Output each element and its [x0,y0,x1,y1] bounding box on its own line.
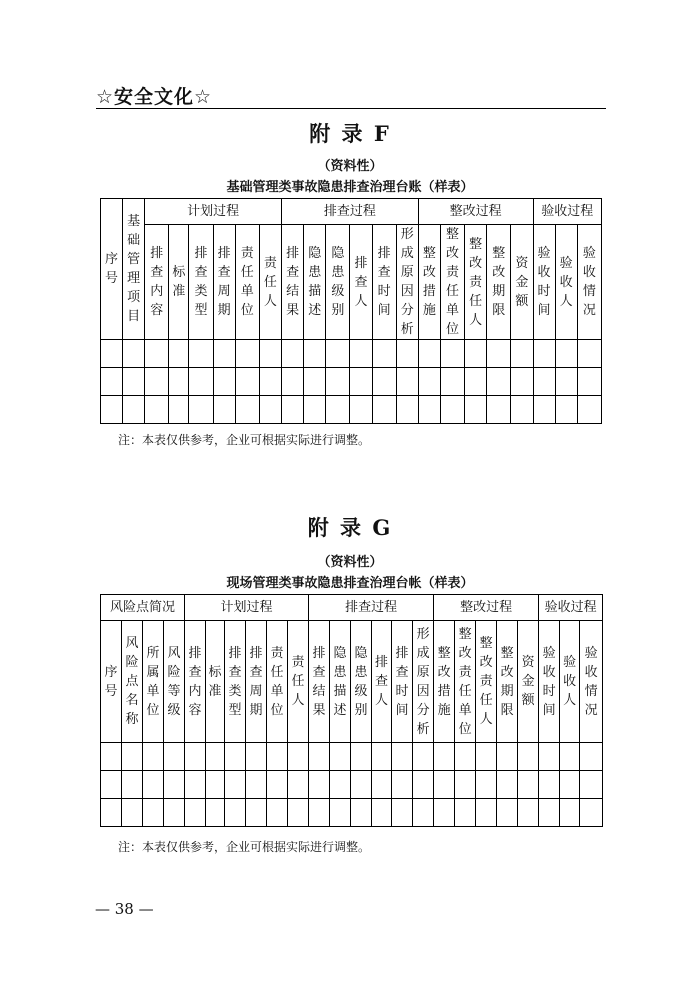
table-cell [555,368,577,396]
table-cell [235,368,259,396]
header-cell: 排查结果 [282,225,304,340]
table-cell [304,368,326,396]
header-cell: 标准 [169,225,189,340]
header-cell: 排查人 [350,225,372,340]
table-cell [282,368,304,396]
appendix-f-note: 注：本表仅供参考，企业可根据实际进行调整。 [118,433,371,447]
group-header: 整改过程 [418,199,533,225]
header-cell: 资金额 [518,621,539,743]
table-cell [206,743,225,771]
table-cell [213,396,235,424]
table-cell [372,743,392,771]
header-cell: 排查人 [372,621,392,743]
table-cell [577,340,601,368]
table-cell [143,771,164,799]
table-cell [123,368,145,396]
table-cell [101,396,123,424]
header-cell: 责任人 [259,225,281,340]
table-cell [145,396,169,424]
table-cell [396,368,418,396]
header-cell: 排查类型 [225,621,246,743]
table-cell [101,368,123,396]
table-cell [326,340,350,368]
table-cell [539,743,560,771]
table-cell [189,340,213,368]
header-cell: 验收人 [555,225,577,340]
table-cell [143,799,164,827]
table-cell [145,340,169,368]
table-cell [392,743,413,771]
appendix-g-subtitle: （资料性） [317,555,383,570]
table-cell [560,771,580,799]
table-cell [123,340,145,368]
header-cell: 排查结果 [309,621,330,743]
table-cell [455,799,476,827]
table-cell [267,771,288,799]
group-header: 计划过程 [185,595,309,621]
appendix-f-title: 附 录 F [309,121,391,146]
header-cell: 风险点名称 [122,621,143,743]
table-cell [533,368,555,396]
table-cell [560,799,580,827]
appendix-f-subtitle: （资料性） [317,159,383,174]
table-cell [465,340,487,368]
header-cell: 验收时间 [539,621,560,743]
header-title: ☆安全文化☆ [96,86,213,108]
header-cell: 形成原因分析 [413,621,434,743]
table-cell [580,771,603,799]
table-cell [476,743,497,771]
header-cell: 责任单位 [235,225,259,340]
table-cell [288,743,309,771]
header-cell: 责任人 [288,621,309,743]
table-cell [225,743,246,771]
table-cell [487,340,511,368]
table-cell [577,368,601,396]
table-cell [455,743,476,771]
header-cell: 整改责任单位 [455,621,476,743]
table-cell [351,799,372,827]
table-cell [326,368,350,396]
table-cell [206,771,225,799]
header-cell: 整改措施 [434,621,455,743]
table-cell [497,771,518,799]
header-cell: 风险等级 [164,621,185,743]
header-cell: 形成原因分析 [396,225,418,340]
table-cell [396,396,418,424]
table-cell [123,396,145,424]
appendix-g-note: 注：本表仅供参考，企业可根据实际进行调整。 [118,840,371,854]
group-header: 排查过程 [309,595,434,621]
header-cell: 基础管理项目 [123,199,145,340]
table-cell [372,396,396,424]
header-cell: 排查周期 [246,621,267,743]
table-cell [418,396,440,424]
table-cell [206,799,225,827]
group-header: 验收过程 [539,595,603,621]
table-cell [330,771,351,799]
header-cell: 排查内容 [145,225,169,340]
table-cell [351,743,372,771]
table-cell [413,799,434,827]
table-cell [487,368,511,396]
table-cell [122,771,143,799]
table-cell [511,368,533,396]
table-cell [372,368,396,396]
table-cell [225,771,246,799]
table-cell [309,743,330,771]
header-cell: 隐患级别 [326,225,350,340]
table-cell [518,771,539,799]
table-cell [169,368,189,396]
table-cell [330,799,351,827]
table-cell [164,799,185,827]
table-cell [418,368,440,396]
table-cell [259,396,281,424]
table-cell [351,771,372,799]
ledger-table-f [100,198,602,424]
table-cell [539,771,560,799]
table-cell [372,771,392,799]
header-cell: 整改措施 [418,225,440,340]
page-number: — 38 — [95,900,154,918]
table-cell [511,396,533,424]
table-cell [259,340,281,368]
header-cell: 验收情况 [577,225,601,340]
table-cell [511,340,533,368]
appendix-f-caption: 基础管理类事故隐患排查治理台账（样表） [226,180,474,195]
table-cell [350,368,372,396]
table-cell [101,799,122,827]
table-row [101,340,602,368]
header-cell: 所属单位 [143,621,164,743]
table-cell [476,771,497,799]
table-row [101,799,603,827]
header-cell: 整改期限 [497,621,518,743]
table-cell [288,799,309,827]
table-cell [259,368,281,396]
table-cell [350,396,372,424]
table-cell [169,396,189,424]
table-cell [189,396,213,424]
table-cell [213,340,235,368]
header-cell: 整改期限 [487,225,511,340]
group-header: 排查过程 [282,199,419,225]
header-cell: 责任单位 [267,621,288,743]
table-cell [413,743,434,771]
table-cell [164,743,185,771]
header-cell: 排查时间 [392,621,413,743]
header-cell: 隐患级别 [351,621,372,743]
table-cell [143,743,164,771]
table-cell [580,799,603,827]
table-cell [213,368,235,396]
table-cell [326,396,350,424]
group-header: 计划过程 [145,199,282,225]
table-cell [418,340,440,368]
header-cell: 整改责任单位 [440,225,464,340]
table-row [101,743,603,771]
table-cell [465,396,487,424]
header-cell: 验收情况 [580,621,603,743]
table-cell [189,368,213,396]
table-cell [282,340,304,368]
table-cell [372,799,392,827]
table-cell [350,340,372,368]
table-cell [476,799,497,827]
table-cell [497,799,518,827]
table-cell [580,743,603,771]
table-cell [122,743,143,771]
table-cell [440,368,464,396]
header-cell: 排查内容 [185,621,206,743]
table-cell [246,799,267,827]
table-cell [560,743,580,771]
header-cell: 排查类型 [189,225,213,340]
header-cell: 标准 [206,621,225,743]
table-cell [225,799,246,827]
ledger-table-g [100,594,603,827]
table-cell [497,743,518,771]
appendix-g-title: 附 录 G [307,515,393,540]
table-cell [413,771,434,799]
group-header: 整改过程 [434,595,539,621]
table-cell [122,799,143,827]
header-cell: 排查周期 [213,225,235,340]
table-cell [246,743,267,771]
header-cell: 验收人 [560,621,580,743]
table-cell [392,799,413,827]
table-cell [372,340,396,368]
appendix-g-caption: 现场管理类事故隐患排查治理台帐（样表） [226,576,474,591]
table-cell [577,396,601,424]
table-cell [185,743,206,771]
table-cell [533,340,555,368]
header-cell: 整改责任人 [465,225,487,340]
table-row [101,368,602,396]
table-cell [288,771,309,799]
header-cell: 排查时间 [372,225,396,340]
table-cell [434,743,455,771]
table-cell [392,771,413,799]
header-cell: 隐患描述 [330,621,351,743]
group-header: 风险点简况 [101,595,185,621]
table-cell [555,340,577,368]
table-cell [267,799,288,827]
group-header: 验收过程 [533,199,602,225]
table-cell [282,396,304,424]
table-cell [518,743,539,771]
header-cell: 序号 [101,199,123,340]
header-rule [96,108,606,109]
header-cell: 序号 [101,621,122,743]
table-cell [185,771,206,799]
table-row [101,771,603,799]
header-cell: 整改责任人 [476,621,497,743]
table-cell [304,396,326,424]
table-cell [434,771,455,799]
table-cell [539,799,560,827]
table-cell [555,396,577,424]
table-cell [309,799,330,827]
header-cell: 资金额 [511,225,533,340]
table-row [101,396,602,424]
table-cell [304,340,326,368]
header-cell: 验收时间 [533,225,555,340]
table-cell [101,743,122,771]
table-cell [434,799,455,827]
table-cell [145,368,169,396]
table-cell [164,771,185,799]
table-cell [330,743,351,771]
header-cell: 隐患描述 [304,225,326,340]
table-cell [169,340,189,368]
table-cell [396,340,418,368]
table-cell [465,368,487,396]
table-cell [185,799,206,827]
table-cell [487,396,511,424]
table-cell [440,340,464,368]
table-cell [235,396,259,424]
table-cell [455,771,476,799]
table-cell [309,771,330,799]
table-cell [246,771,267,799]
table-cell [101,340,123,368]
table-cell [440,396,464,424]
table-cell [518,799,539,827]
table-cell [533,396,555,424]
table-cell [235,340,259,368]
table-cell [267,743,288,771]
table-cell [101,771,122,799]
